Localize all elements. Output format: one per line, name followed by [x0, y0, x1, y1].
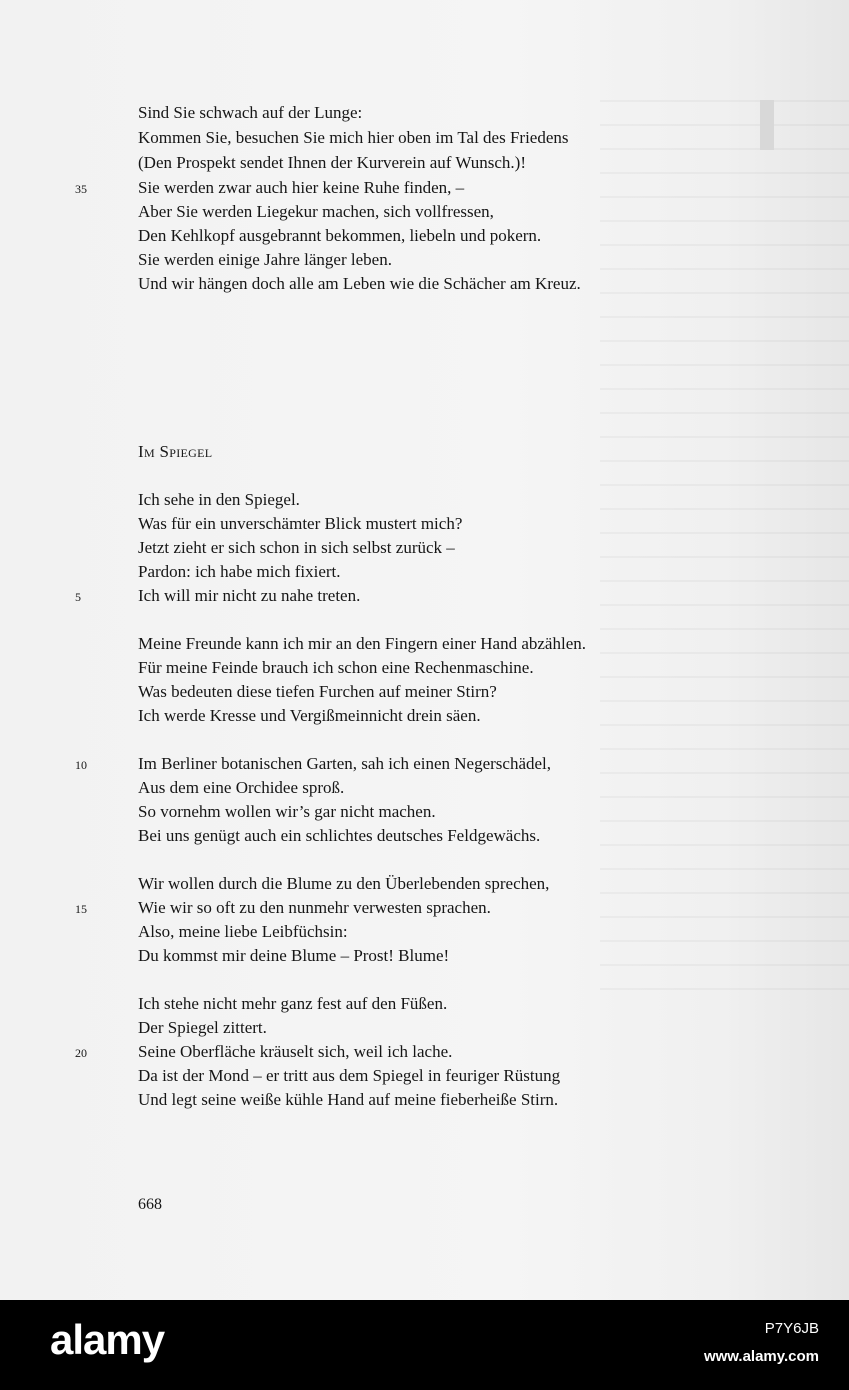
bleed-through-mark	[760, 100, 774, 150]
line-number: 10	[75, 758, 87, 772]
bleed-through-text	[600, 100, 849, 1000]
poem-line: Ich will mir nicht zu nahe treten.	[138, 586, 361, 605]
poem-line: Und wir hängen doch alle am Leben wie die Schächer am Kreuz.	[138, 274, 581, 293]
watermark-footer	[0, 1300, 849, 1390]
image-id: P7Y6JB	[764, 1320, 819, 1337]
page-number: 668	[138, 1196, 162, 1213]
poem-line: Da ist der Mond – er tritt aus dem Spiegel in feuriger Rüstung	[138, 1066, 561, 1085]
line-number: 20	[75, 1046, 87, 1060]
poem-line: Was für ein unverschämter Blick mustert mich?	[138, 514, 463, 533]
poem-line: Meine Freunde kann ich mir an den Fingern einer Hand abzählen.	[138, 634, 586, 653]
line-number: 5	[75, 590, 81, 604]
poem-line: So vornehm wollen wir’s gar nicht machen.	[138, 802, 436, 821]
alamy-logo: alamy	[50, 1316, 165, 1363]
poem-line: Wie wir so oft zu den nunmehr verwesten sprachen.	[138, 898, 491, 917]
poem-line: Was bedeuten diese tiefen Furchen auf meiner Stirn?	[138, 682, 497, 701]
poem-line: Ich werde Kresse und Vergißmeinnicht drein säen.	[138, 706, 481, 725]
poem-line: Sie werden zwar auch hier keine Ruhe finden, –	[138, 178, 465, 197]
poem-line: Bei uns genügt auch ein schlichtes deutsches Feldgewächs.	[138, 826, 541, 845]
poem-line: Ich stehe nicht mehr ganz fest auf den Füßen.	[138, 994, 448, 1013]
poem-line: Du kommst mir deine Blume – Prost! Blume!	[138, 946, 450, 965]
poem-line: Jetzt zieht er sich schon in sich selbst zurück –	[138, 538, 455, 557]
poem-line: (Den Prospekt sendet Ihnen der Kurverein auf Wunsch.)!	[138, 153, 526, 172]
poem-line: Aus dem eine Orchidee sproß.	[138, 778, 345, 797]
poem-line: Wir wollen durch die Blume zu den Überlebenden sprechen,	[138, 874, 550, 893]
poem-line: Kommen Sie, besuchen Sie mich hier oben im Tal des Friedens	[138, 128, 569, 147]
site-url: www.alamy.com	[703, 1348, 819, 1365]
poem-line: Seine Oberfläche kräuselt sich, weil ich lache.	[138, 1042, 453, 1061]
poem-line: Also, meine liebe Leibfüchsin:	[138, 922, 348, 941]
poem-line: Pardon: ich habe mich fixiert.	[138, 562, 341, 581]
poem-line: Ich sehe in den Spiegel.	[138, 490, 300, 509]
poem-line: Für meine Feinde brauch ich schon eine Rechenmaschine.	[138, 658, 534, 677]
line-number: 35	[75, 182, 87, 196]
poem-line: Und legt seine weiße kühle Hand auf meine fieberheiße Stirn.	[138, 1090, 559, 1109]
poem-title: Im Spiegel	[138, 442, 213, 461]
poem-line: Sind Sie schwach auf der Lunge:	[138, 103, 363, 122]
poem-line: Sie werden einige Jahre länger leben.	[138, 250, 392, 269]
poem-line: Der Spiegel zittert.	[138, 1018, 267, 1037]
poem-line: Aber Sie werden Liegekur machen, sich vollfressen,	[138, 202, 494, 221]
poem-line: Den Kehlkopf ausgebrannt bekommen, liebeln und pokern.	[138, 226, 542, 245]
line-number: 15	[75, 902, 87, 916]
poem-line: Im Berliner botanischen Garten, sah ich einen Negerschädel,	[138, 754, 552, 773]
